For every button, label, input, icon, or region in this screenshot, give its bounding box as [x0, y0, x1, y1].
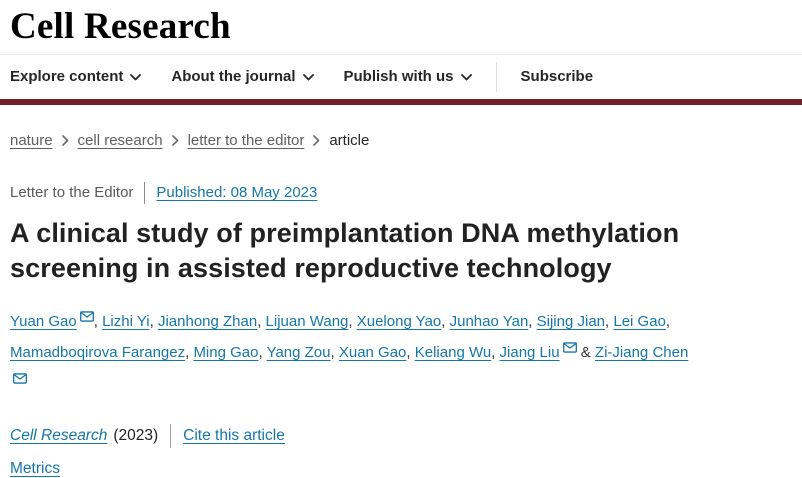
- breadcrumb-nature[interactable]: nature: [10, 131, 53, 149]
- nav-about-the-journal[interactable]: [171, 68, 313, 85]
- author-separator: ,: [491, 343, 500, 361]
- article-title: A clinical study of preimplantation DNA methylation screening in assisted reproductive technology: [10, 217, 680, 283]
- chevron-down-icon: [130, 74, 141, 81]
- nav-label: Explore content: [10, 68, 124, 86]
- author-link[interactable]: Lei Gao: [613, 312, 666, 330]
- journal-link[interactable]: Cell Research: [10, 426, 108, 444]
- author-link[interactable]: Keliang Wu: [414, 343, 492, 361]
- author-separator: ,: [185, 343, 194, 361]
- breadcrumb: [0, 105, 802, 149]
- breadcrumb-cell-research[interactable]: cell research: [77, 131, 163, 149]
- metrics-row: [0, 448, 802, 478]
- author-separator: ,: [330, 343, 339, 361]
- author-link[interactable]: Sijing Jian: [536, 312, 606, 330]
- nav-divider: [496, 62, 497, 92]
- author-link[interactable]: Zi-Jiang Chen: [594, 343, 689, 361]
- article-type-label: Letter to the Editor: [10, 184, 134, 202]
- meta-divider: [144, 182, 145, 204]
- logo-row: [0, 0, 802, 54]
- main-nav: [0, 55, 802, 99]
- author-link[interactable]: Jianhong Zhan: [157, 312, 258, 330]
- breadcrumb-article: article: [329, 131, 370, 149]
- author-separator: ,: [348, 312, 357, 330]
- author-separator: ,: [149, 312, 158, 330]
- author-separator: ,: [257, 312, 266, 330]
- cite-this-article-link[interactable]: Cite this article: [183, 426, 285, 444]
- nav-publish-with-us[interactable]: [344, 68, 472, 85]
- breadcrumb-letter-to-the-editor[interactable]: letter to the editor: [187, 131, 305, 149]
- chevron-right-icon: [313, 135, 320, 146]
- author-link[interactable]: Jiang Liu: [499, 343, 560, 361]
- citation-row: [0, 399, 802, 448]
- author-link[interactable]: Lizhi Yi: [102, 312, 150, 330]
- author-link[interactable]: Yuan Gao: [10, 312, 77, 330]
- author-separator: ,: [258, 343, 267, 361]
- author-separator: ,: [406, 343, 415, 361]
- email-icon[interactable]: [13, 373, 27, 384]
- email-icon[interactable]: [563, 342, 577, 353]
- author-link[interactable]: Xuelong Yao: [356, 312, 442, 330]
- chevron-down-icon: [461, 74, 472, 81]
- author-separator: ,: [605, 312, 614, 330]
- author-list: [0, 286, 700, 399]
- article-meta-row: [0, 149, 802, 204]
- author-link[interactable]: Ming Gao: [193, 343, 259, 361]
- email-icon[interactable]: [80, 311, 94, 322]
- author-separator: ,: [665, 312, 671, 330]
- site-header: [0, 0, 802, 105]
- nav-explore-content[interactable]: [10, 68, 141, 85]
- chevron-right-icon: [172, 135, 179, 146]
- metrics-link[interactable]: Metrics: [10, 459, 60, 477]
- author-link[interactable]: Mamadboqirova Farangez: [10, 343, 186, 361]
- nav-label: About the journal: [171, 68, 296, 86]
- journal-logo[interactable]: Cell Research: [10, 6, 231, 47]
- nav-label: Publish with us: [343, 68, 454, 86]
- chevron-down-icon: [303, 74, 314, 81]
- nav-label: Subscribe: [520, 68, 594, 86]
- author-separator: ,: [528, 312, 537, 330]
- author-separator: ,: [441, 312, 450, 330]
- citation-year: (2023): [113, 426, 159, 444]
- nav-subscribe[interactable]: [521, 68, 594, 85]
- author-link[interactable]: Xuan Gao: [338, 343, 407, 361]
- chevron-right-icon: [62, 135, 69, 146]
- author-link[interactable]: Yang Zou: [266, 343, 331, 361]
- citation-divider: [170, 424, 171, 448]
- author-separator: &: [576, 343, 595, 361]
- author-link[interactable]: Junhao Yan: [449, 312, 529, 330]
- author-separator: ,: [93, 312, 103, 330]
- author-link[interactable]: Lijuan Wang: [265, 312, 349, 330]
- article-page: [0, 105, 802, 478]
- published-date-link[interactable]: Published: 08 May 2023: [156, 184, 318, 202]
